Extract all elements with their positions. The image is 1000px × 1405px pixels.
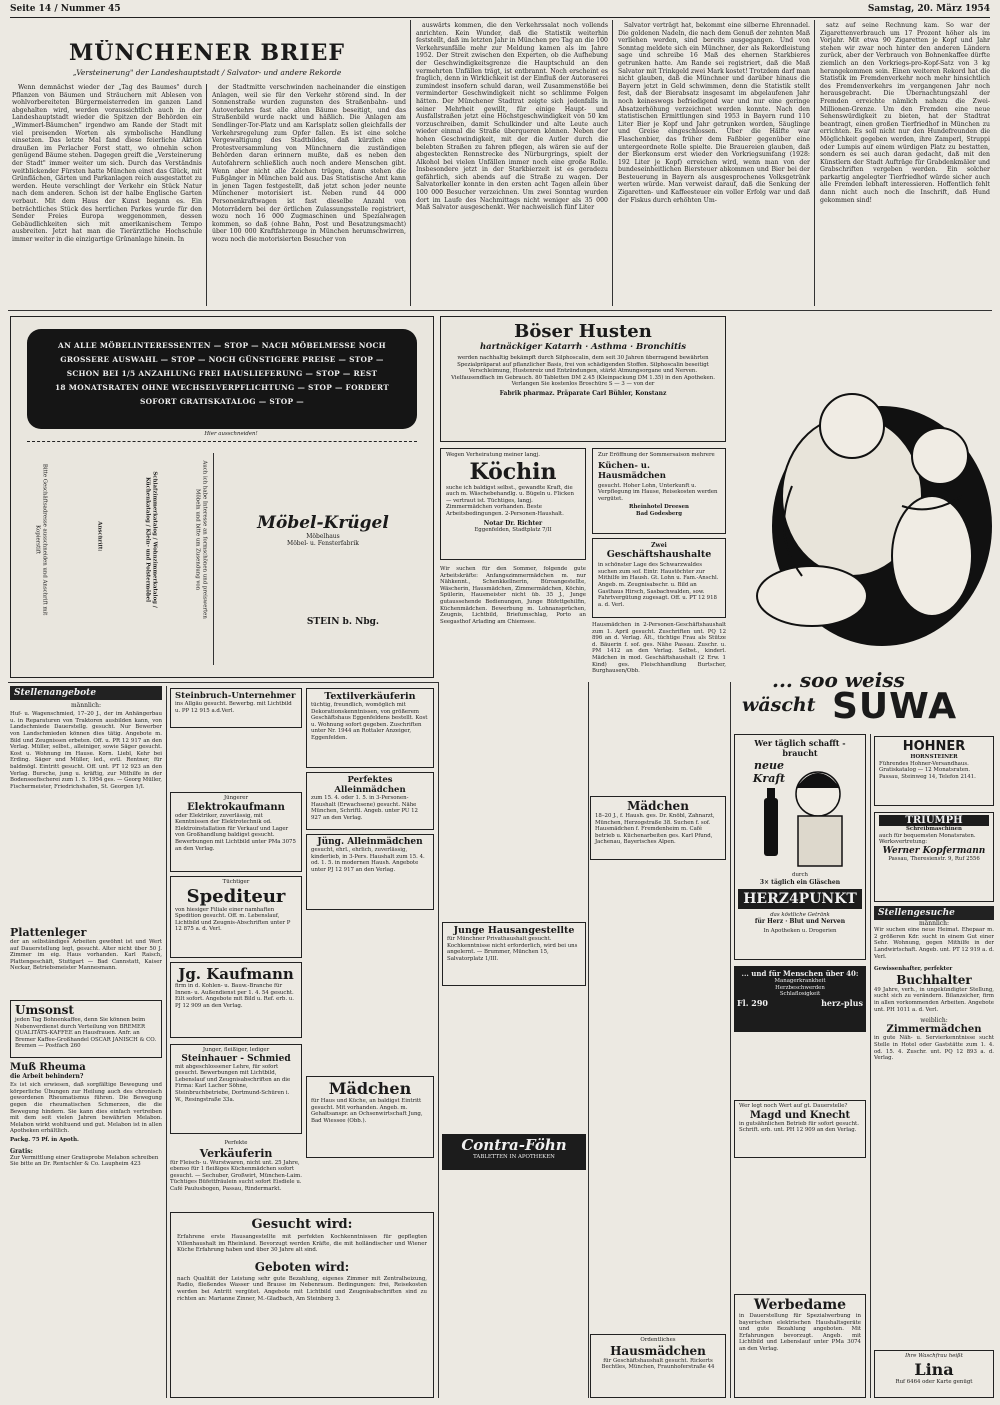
umsonst-ad <box>10 1000 162 1058</box>
umsonst-body: jeden Tag Bohnenkaffee, denn Sie können beim Nebenverdienst durch Verteilung von BREMER QUALITÄTS-KAFFEE an Hausfrauen. Anfr. an Bremer Kaffee-Großhandel OSCAR JANISCH & CO. Bremen — Postfach 260 <box>15 1017 157 1050</box>
rheuma-subtitle: die Arbeit behindern? <box>10 1073 84 1080</box>
jung-allein-ad <box>306 834 434 910</box>
zimmer-title: Zimmermädchen <box>886 1024 982 1036</box>
herz-desc1: das köstliche Getränk <box>770 911 830 918</box>
stellengesuche-heading: Stellengesuche <box>874 906 994 920</box>
triumph-brand: TRIUMPH <box>879 815 989 826</box>
elektro-intro: Jüngerer <box>223 795 249 801</box>
suwa-tagline: wäscht <box>742 694 816 716</box>
koechin-intro: Wegen Verheiratung meiner langj. <box>446 452 540 458</box>
right-mid-text: Hausmädchen in 2-Personen-Geschäftshaushalt zum 1. April gesucht. Zuschriften unt. PQ 12 896 an d. Verlag. Ält., tüchtige Frau als Stütze d. Bäuerin f. sof. ges. Nähe Passau. Zuschr. u. PM 1412 an den Verlag. Selbst., kinderl. Mädchen in mod. Geschäftshaushalt (2 Erw. 1 Kind) ges. Fleischhandlung Burtscher, Burghausen/Obb. <box>592 622 726 675</box>
hausmaedchen-ad <box>590 1334 726 1398</box>
buchhalter-body: 49 Jahre, verh., in ungekündigter Stellung, sucht sich zu verändern. Bilanzsicher, firm in allen vorkommenden Arbeiten. Angebote unt. PH 1011 a. d. Verl. <box>874 986 994 1013</box>
moebel-banner <box>27 329 417 429</box>
stellen-left <box>10 686 162 924</box>
herzplus-line4: Schlaflosigkeit <box>779 991 821 998</box>
banner-line: AN ALLE MÖBELINTERESSENTEN — STOP — NACH MÖBELMESSE NOCH <box>58 341 386 350</box>
hausmaedchen-body: für Geschäftshaushalt gesucht. Rickerts Bechtles, München, Fraunhoferstraße 44 <box>601 1357 715 1371</box>
stellen-heading: Stellenangebote <box>10 686 162 700</box>
koechin-address: Eggenfelden, Stadtplatz 7/II <box>474 526 552 533</box>
buchhalter-title: Buchhalter <box>896 972 972 987</box>
banner-line: 18 MONATSRATEN OHNE WECHSELVERPFLICHTUNG — STOP — FORDERT <box>54 383 390 392</box>
kuechen-title: Küchen- u. Hausmädchen <box>598 460 666 481</box>
koechin-body: suche ich baldigst selbst., gewandte Kraft, die auch m. Wäschebehandlg. u. Bügeln u. Flicken — vertraut ist. Tüchtiges, langj. Zimmermädchen vorhanden. Beste Arbeitsbedingungen. 2-Personen-Haushalt. <box>446 484 574 517</box>
gesucht-title: Gesucht wird: <box>251 1217 353 1232</box>
husten-title: Böser Husten <box>514 321 652 342</box>
article-subtitle: „Versteinerung" der Landeshauptstadt / Salvator- und andere Rekorde <box>72 68 342 77</box>
geschaeft-title: Geschäftshaushalte <box>606 549 712 561</box>
herzplus-footer <box>737 998 863 1008</box>
verkaeuferin-intro: Perfekte <box>224 1140 248 1146</box>
husten-ad <box>440 316 726 442</box>
stellen-right <box>874 906 994 1346</box>
werbedame-ad <box>734 1294 866 1398</box>
page-header <box>10 4 990 18</box>
stellengesuche-sub: männlich: <box>918 920 950 927</box>
banner-line: SOFORT GRATISKATALOG — STOP — <box>140 397 304 406</box>
article-col3-text: auswärts kommen, die den Verkehrssalat noch vollends anrichten. Kein Wunder, daß die Statistik weiterhin feststellt, daß im letzten Jahr in München pro Tag an die 100 Verkehrsunfälle mehr zur Meldung kamen als im Jahre 1952. Der Streit zwischen den Experten, ob die Aufhebung der Geschwindigkeitsgrenze die Hauptschuld an den vermehrten Unfällen trägt, ist entbrannt. Noch erscheint es fraglich, denn in Wirklichkeit ist der Einfluß der Autoraserei zumindest insofern schuld daran, weil Zusammenstöße bei verminderter Geschwindigkeit nicht so schlimme Folgen hätten. Der Münchener Stadtrat zeigte sich jedenfalls in seiner Mehrheit gewillt, für einige Haupt- und Ausfallstraßen jetzt eine Höchstgeschwindigkeit von 50 km vorzuschreiben, damit Schulkinder und alte Leute auch wieder einmal die Straße überqueren können. Neben der hohen Geschwindigkeit, mit der die Autler durch die belebten Straßen zu fahren pflegen, als wären sie auf der abgesteckten Rennstrecke des Nürburgrings, spielt der Alkohol bei vielen Unfällen immer noch eine große Rolle. Insbesondere jetzt in der Starkbierzeit ist es geradezu gefährlich, sich abends auf die Straße zu wagen. Der Salvatorkeller konnte in den ersten acht Tagen allein über 100 000 Besucher verzeichnen. Um zwei Sonntag wurden dort im Laufe des Nachmittags nicht weniger als 35 000 Maß Salvator ausgeschenkt. Wer nachweislich fünf Liter <box>416 22 608 212</box>
herz-ad <box>734 734 866 960</box>
column-divider <box>612 20 613 306</box>
suwa-ad <box>732 316 994 736</box>
coupon-catalogs: Schlafzimmerkatalog / Wohnzimmerkatalog / Küchenkatalog / Klein- und Polstermöbel <box>145 471 158 608</box>
herzplus-price: Fl. 290 <box>737 997 768 1008</box>
article-column-5 <box>820 22 990 306</box>
gesucht-offered-title: Geboten wird: <box>254 1259 350 1274</box>
stellen-sub: männlich: <box>70 702 102 709</box>
spediteur-title: Spediteur <box>186 885 286 907</box>
herz-glas: 3× täglich ein Gläschen <box>759 878 841 886</box>
husten-subtitle: hartnäckiger Katarrh · Asthma · Bronchitis <box>479 342 687 352</box>
umsonst-title: Umsonst <box>15 1003 74 1017</box>
buchhalter-intro: Gewissenhafter, perfekter <box>874 966 953 973</box>
maedchen-col-body: 18–20 J., f. Haush. ges. Dr. Knöbl, Zahnarzt, München, Herzogstraße 38. Suchen f. sof. Hausmädchen f. Fremdenheim m. Café betrieb u. Küchenarbeiten ges. Karl Pfund, Jachenau, Bayerisches Alpen. <box>595 813 715 846</box>
weiblich-label: weiblich: <box>920 1017 948 1025</box>
lina-ad <box>874 1350 994 1398</box>
hohner-brand: HOHNER <box>902 739 966 754</box>
stellengesuche-body: Wir suchen eine neue Heimat. Ehepaar m. 2 größeren Kdr. sucht in einem Gut einer Sehr. Wohnung, gegen Mithilfe in der Landwirtschaft. Angeb. unt. PT 12 919 a. d. Verl. <box>874 927 994 960</box>
column-divider <box>438 682 439 1398</box>
article-col1-text: Wenn demnächst wieder der „Tag des Baumes" durch Pflanzen von Bäumen und Sträuchern mit Ablesen von wohlvorbereiteten Bürgermeisterreden im ganzen Land abgehalten wird, werden voraussichtlich auch in der Landeshauptstadt wieder die Spitzen der Behörden ein „Wimmerl-Bäumchen" irgendwo am Rande der Stadt mit viel preisenden Worten als symbolische Handlung einsetzen. Das letzte Mal fand diese feierliche Aktion draußen im Perlacher Forst statt, wo ohnehin schon genügend Bäume stehen. Dagegen greift die „Versteinerung der Stadt" immer weiter um sich. Durch das Verständnis weitblickender Fürsten hatte München einst das Glück, mit Grünflächen, Gärten und Parkanlagen reich ausgestattet zu werden. Heute verschlingt der Verkehr ein Stück Natur nach dem anderen. Schon ist der halbe Englische Garten verbaut. Mit dem Haus der Kunst begann es. Ein beträchtliches Stück des herrlichen Parkes wurde für den Sender Freies Europa weggenommen, dessen Gebäudlichkeiten sich mit amerikanischem Tempo ausbreiten. Jetzt hat man die Tierärztliche Hochschule immer weiter in die einzigartige Grünanlage hinein. In <box>12 84 202 243</box>
werbedame-body: in Dauerstellung für Spezialwerbung in bayerischen elektrischen Haushaltsgeräte und gute Bezahlung angeboten. Mit Erfahrungen bevorzugt. Angeb. mit Lichtbild und Lebenslauf unter PMa 3074 an den Verlag. <box>739 1313 861 1352</box>
suwa-illustration <box>732 316 994 666</box>
rheuma-title: Muß Rheuma <box>10 1062 86 1073</box>
suwa-slogan: ... soo weiss <box>772 668 905 692</box>
junge-ad <box>442 922 586 986</box>
herz-brand: HERZ4PUNKT <box>738 889 862 909</box>
kaufmann-ad <box>170 962 302 1038</box>
steinhauer-body: mit abgeschlossener Lehre, für sofort gesucht. Bewerbungen mit Lichtbild, Lebenslauf und Zeugnisabschriften an die Firma: Karl Lacher Söhne, Steinbruchbetriebe, Dortmund-Schüren i. W., Resingstraße 33a. <box>175 1063 291 1103</box>
triumph-name: Werner Kopfermann <box>882 845 986 856</box>
steinhauer-title: Steinhauer - Schmied <box>181 1053 291 1064</box>
geschaeft-body: in schönster Lage des Schwarzwaldes suchen zum sof. Eintr. Haustöchter zur Mithilfe im Haush. Gt. Lohn u. Fam.-Anschl. Angeb. m. Zeugnisabschr. u. Bild an Gasthaus Hirsch, Sasbachwalden, sow. Fahrtvergütung zugesagt. Off. u. PT 12 918 a. d. Verl. <box>598 562 719 608</box>
page-header-right: Samstag, 20. März 1954 <box>867 4 990 14</box>
geschaeft-ad <box>592 538 726 618</box>
column-divider <box>166 686 167 1398</box>
hausmaedchen-intro: Ordentliches <box>640 1337 676 1343</box>
triumph-sub: Schreibmaschinen <box>906 826 962 832</box>
spediteur-intro: Tüchtiger <box>222 879 250 885</box>
herz-neue: neue Kraft <box>752 759 786 785</box>
allein-body: zum 15. 4. oder 1. 5. in 3-Personen-Haushalt (Erwachsene) gesucht. Nähe München, Schriftl. Angeb. unter PU 12 927 an den Verlag. <box>311 795 418 821</box>
hausmaedchen-title: Hausmädchen <box>610 1343 706 1358</box>
textil-body: tüchtig, freundlich, womöglich mit Dekorationskenntnissen, von größerem Geschäftshaus Eggenfeldens bestellt. Kost u. Wohnung sofort gegeben. Zuschriften unter Nr. 1944 an Rottaler Anzeiger, Eggenfelden. <box>311 702 428 741</box>
kuechen-hotel: Rheinhotel Dreesen <box>629 504 689 511</box>
triumph-address: Passau, Theresienstr. 9, Ruf 2556 <box>888 855 980 862</box>
zimmer-body: in gute Näh- u. Servierkenntnisse sucht Stelle in Hotel oder Gaststätte zum 1. 4. od. 15. 4. Zuschr. unt. PQ 12 893 a. d. Verlag. <box>874 1035 994 1062</box>
lina-brand: Lina <box>914 1359 954 1379</box>
elektro-ad <box>170 792 302 872</box>
junge-title: Junge Hausangestellte <box>453 925 575 936</box>
rheuma-gratis-body: Zur Vermittlung einer Gratisprobe Melabon schreiben Sie bitte an Dr. Rentschler & Co. Laupheim 423 <box>10 1154 159 1168</box>
rheuma-body: Es ist sich erwiesen, daß sorgfältige Bewegung und körperliche Übungen zur Heilung auch des chronisch gewordenen Rheumatismus führen. Die Bewegung gegen die rheumatischen Schmerzen, die die Bewegung hindern. Sie kann dies einfach vertreiben mit dem seit vielen Jahren bewährten Melabon. Melabon wirkt wohltuend und gut. Melabon ist in allen Apotheken erhältlich. <box>10 1082 162 1135</box>
gesucht-offered-body: nach Qualität der Leistung sehr gute Bezahlung, eigenes Zimmer mit Zentralheizung, Radio, fließendes Wasser und Brause im Nebenraum. Bedingungen: frei, Reisekosten werden bei Antritt vergütet. Angebote mit Lichtbild und Zeugnisabschriften sind zu richten an: Marianne Zinner, M.-Gladbach, Am Steinberg 3. <box>177 1275 427 1302</box>
allein-ad <box>306 772 434 830</box>
coupon-divider <box>213 453 214 665</box>
magd-intro: Wer legt noch Wert auf gt. Dauerstelle? <box>739 1103 848 1109</box>
elektro-body: oder Elektriker, zuverlässig, mit Kenntnissen der Elektrotechnik od. Elektroinstallation für Verkauf und Lager von Großhandlung baldigst gesucht. Bewerbungen mit Lichtbild unter PMa 3075 an den Verlag. <box>175 812 296 852</box>
koechin-name: Notar Dr. Richter <box>483 519 543 527</box>
junge-body: für Münchner Privathaushalt gesucht. Kochkenntnisse nicht erforderlich, wird bei uns angelernt. — Brummer, München 15, Salvatorplatz 1/III. <box>447 936 578 962</box>
article-col5-text: satz auf seine Rechnung kam. So war der Zigarettenverbrauch um 17 Prozent höher als im Vorjahr. Mit etwa 90 Zigaretten je Kopf und Jahr stehen wir zwar noch hinter den anderen Ländern zurück, aber der Verbrauch von Bohnenkaffee dürfte ziemlich an den Vorkriegs-pro-Kopf-Satz von 3 kg herangekommen sein. Einen weiteren Rekord hat die Statistik im Fremdenverkehr noch mehr hinsichtlich des Fremdenverkehrs im vergangenen Jahr noch herausgebracht. Die Übernachtungszahl der Fremden erreichte nämlich nahezu die Zwei-Millionen-Grenze. Um den Fremden eine neue Sehenswürdigkeit zu bieten, hat der Stadtrat beantragt, einen großen Tierfriedhof in München zu errichten. Es soll nicht nur den Hundefreunden die Möglichkeit gegeben werden, ihre Zamperl, Struppi oder Lumpis auf einem würdigen Platz zu bestatten, sondern es sei auch daran gedacht, daß mit den Künstlern der Stadt Aufträge für Grabdenkmäler und Grabschriften vergeben werden. Ein solcher parkartig angelegter Tierfriedhof würde sicher auch alle Fremden lebhaft interessieren. Hoffentlich fehlt dann nicht auch noch die Inschrift, daß Hund gekommen sind! <box>820 22 990 204</box>
page-header-left: Seite 14 / Nummer 45 <box>10 4 121 14</box>
plattenleger-title: Plattenleger <box>10 926 87 939</box>
herz-desc2: für Herz · Blut und Nerven <box>754 918 846 926</box>
maedchen-col-ad <box>590 796 726 860</box>
suwa-brand: SUWA <box>832 686 958 727</box>
banner-line: GROSSERE AUSWAHL — STOP — NOCH GÜNSTIGERE PREISE — STOP — <box>60 355 384 364</box>
verkaeuferin-body: für Fleisch- u. Wurstwaren, nicht unt. 25 Jahre, ebenso für 1 fleißiges Küchenmädchen sofort gesucht. — Sechuber, Großwirt, München-Laim. Tüchtiges Büfettfräulein sucht sofort Eisdiele u. Café Paulusbogen, Passau, Rindermarkt. <box>170 1159 302 1192</box>
column-divider <box>870 734 871 1398</box>
spediteur-body: von hiesiger Filiale einer namhaften Spedition gesucht. Off. m. Lebenslauf, Lichtbild und Zeugnis-Abschriften unter P 12 875 a. d. Verl. <box>175 906 291 933</box>
herzplus-line1: ... und für Menschen über 40: <box>741 969 859 978</box>
steinhauer-intro: Junger, fleißiger, lediger <box>202 1047 270 1053</box>
column-divider <box>410 20 411 306</box>
article-col2-text: der Stadtmitte verschwinden nacheinander die einstigen Anlagen, weil sie für den Verkehr störend sind. In der Sonnenstraße wurden zugunsten des Straßenbahn- und Autoverkehrs fast alle alten Bäume beseitigt, und das Straßenbild wurde nackt und häßlich. Die Anlagen am Sendlinger-Tor-Platz und am Karlsplatz sollen gleichfalls der Verkehrsregelung zum Opfer fallen. Es ist eine solche Vergewaltigung des Stadtbildes, daß kürzlich eine Protestversammlung von Münchnern die zuständigen Behörden daran erinnern mußte, daß es neben den Autofahrern schließlich auch noch andere Menschen gibt. Wenn aber nicht alle Zeichen trügen, dann stehen die Fußgänger in München bald aus. Das Statistische Amt kann in jenen Tagen festgestellt, daß jetzt schon jeder neunte Münchener motorisiert ist. Neben rund 44 000 Personenkraftwagen ist fast dieselbe Anzahl von Motorrädern bei der örtlichen Zulassungsstelle registriert, wozu noch 16 000 Zugmaschinen und Spezialwagen kommen, so daß (ohne Bahn, Post und Besatzungsmacht) über 100 000 Kraftfahrzeuge in München herumschwirren, wozu noch die motorisierten Besucher von <box>212 84 406 243</box>
geschaeft-intro: Zwei <box>651 542 667 549</box>
herz-avail: In Apotheken u. Drogerien <box>763 927 837 934</box>
steinbruch-ad <box>170 688 302 728</box>
column-divider <box>814 20 815 306</box>
rheuma-ad <box>10 1062 162 1398</box>
article-col4-text: Salvator verträgt hat, bekommt eine silberne Ehrennadel. Die goldenen Nadeln, die nach dem Genuß der zehnten Maß verliehen werden, sind bereits ausgegangen. Und von Sonntag meldete sich ein Münchner, der als Rekordleistung sage und schreibe 16 Maß des ehernen Starkbieres getrunken hatte. Am Rande sei registriert, daß die Maß Salvator mit Trinkgeld zwei Mark kostet! Trotzdem darf man nicht glauben, daß die Münchner und darüber hinaus die Bayern jetzt in Geld schwimmen, denn die Statistik stellt fest, daß der Bierabsatz insgesamt im abgelaufenen Jahr noch keineswegs befriedigend war und nur eine geringe Absatzerhöhung verzeichnet werden konnte. Nach den statistischen Ermittlungen sind 1953 in Bayern rund 110 Liter Bier je Kopf und Jahr getrunken worden, Säuglinge und Greise eingeschlossen. Über die Hälfte war Flaschenbier, das früher dem Faßbier gegenüber eine untergeordnete Rolle spielte. Die Brauereien glauben, daß der Bierkonsum erst wieder den Vorkriegsumfang (1928: 192 Liter je Kopf) erreichen wird, wenn man von der bundeseinheitlichen Biersteuer abkommen und Bier bei der Besteuerung in Bayern als ausgesprochenes Volksgetränk werten würde. Man verweist darauf, daß die Senkung der Zigaretten- und Kaffeesteuer ein voller Erfolg war und daß der Fiskus durch erhöhten Um- <box>618 22 810 204</box>
contra-ad <box>442 1134 586 1170</box>
article-title-block <box>12 40 402 80</box>
lina-line1: Ihre Waschfrau heißt <box>905 1353 963 1359</box>
moebel-banner-text <box>39 339 405 409</box>
kuechen-city: Bad Godesberg <box>636 510 682 517</box>
article-column-3 <box>416 22 608 306</box>
steinbruch-title: Steinbruch-Unternehmer <box>175 691 296 701</box>
rheuma-gratis: Gratis: <box>10 1147 33 1155</box>
hohner-ad <box>874 736 994 806</box>
husten-maker: Fabrik pharmaz. Präparate Carl Bühler, Konstanz <box>499 389 667 397</box>
plattenleger-body: der an selbständiges Arbeiten gewöhnt ist und Wert auf Dauerstellung legt, gesucht. Alter nicht über 50 J. Zimmer im eig. Haus vorhanden. Karl Raisch, Plattengeschäft, Stuttgart — Bad Cannstatt, Kaiser Neckar, Betriebsmeister Mannesmann. <box>10 939 162 972</box>
textil-ad <box>306 688 434 768</box>
moebel-brand: Möbel-Krügel <box>257 513 389 533</box>
lina-phone: Ruf 6464 oder Karte genügt <box>895 1378 973 1385</box>
coupon-vertical-2: Auch ich habe Interesse an formschönen und preiswerten Möbeln und bitte um Zusendung von <box>195 460 208 619</box>
moebel-ad <box>10 316 434 678</box>
spediteur-ad <box>170 876 302 958</box>
moebel-sub-1: Möbelhaus <box>306 533 340 540</box>
herzplus-line3: Herzbeschwerden <box>775 984 825 991</box>
cut-label: Hier ausschneiden! <box>204 431 258 437</box>
husten-body: werden nachhaltig bekämpft durch Silphoscalin, dem seit 30 Jahren überragend bewährten Spezialpräparat auf pflanzlicher Basis, frei von schädigenden Stoffen. Silphoscalin beseitigt Verschleimung, Hustenreiz und Entzündungen, stärkt Atmungsorgane und Nerven. Vielfausendfach im Gebrauch. 80 Tabletten DM 2.45 (Kleinpackung DM 1.35) in den Apotheken. Verlangen Sie kostenlos Broschüre S — 3 — von der <box>451 355 715 388</box>
kuechen-intro: Zur Eröffnung der Sommersaison mehrere <box>598 452 715 458</box>
werbedame-title: Werbedame <box>753 1297 847 1313</box>
article-title: MÜNCHENER BRIEF <box>68 40 346 66</box>
herzplus-brand: herz-plus <box>821 997 863 1008</box>
maedchen-body: für Haus und Küche, an baldigst Eintritt gesucht. Mit vorhanden. Angeb. m. Gehaltsanspr. an Ochsenwirtschaft Jung, Bad Wiessee (Obb.). <box>311 1098 423 1124</box>
article-column-4 <box>618 22 810 306</box>
magd-body: in gutsähnlichen Betrieb für sofort gesucht. Schrift. erb. unt. PH 12 909 an den Verlag. <box>739 1120 859 1134</box>
article-column-1 <box>12 84 202 304</box>
koechin-ad <box>440 448 586 560</box>
kuechen-body: gesucht. Hoher Lohn, Unterkunft u. Verpflegung im Hause, Reisekosten werden vergütet. <box>598 482 718 502</box>
herz-durch: durch <box>792 872 808 878</box>
steinbruch-body: ins Allgäu gesucht. Bewerbg. mit Lichtbild u. PP 12 915 a.d.Verl. <box>175 701 292 714</box>
verkaeuferin-title: Verkäuferin <box>199 1146 273 1160</box>
jung-allein-title: Jüng. Alleinmädchen <box>317 837 423 847</box>
steinhauer-ad <box>170 1044 302 1134</box>
stellen-body: Huf- u. Wagenschmied, 17–20 J., der im Anhängerbau u. in Reparaturen von Traktoren ausbilden kann, von Landschmiede Dauerstellg. gesucht. Nur Bewerber von Landschmieden können dies tätig. Angebote m. Bild und Zeugnissen erbeten. Off. u. PR 12 917 an den Verlag. Müller, selbst., alleiniger, sowie Säger gesucht. Kost u. Wohnung im Hause. Korn. Liebl, Kehr bei Erding. Säger und Müller, led., evtl. Rentner, für baldmögl. Eintritt gesucht. Off. unt. PT 12 923 an den Verlag. Bursche, jung u. kräftig, zur Mithilfe in der Bodenseefischerei zum 1. 5. 1954 ges. — Georg Müller, Fischermeister, Friedrichshafen, St. Georgen 1/I. <box>10 711 162 790</box>
article-column-2 <box>212 84 406 304</box>
allein-title: Perfektes Alleinmädchen <box>334 775 406 795</box>
herzplus-line2: Managerkrankheit <box>774 978 826 984</box>
hohner-sub: HORNSTEINER <box>910 754 958 760</box>
koechin-title: Köchin <box>469 458 557 485</box>
magd-ad <box>734 1100 866 1158</box>
moebel-city: STEIN b. Nbg. <box>306 617 380 627</box>
column-divider <box>588 682 589 1398</box>
moebel-brand-block <box>223 513 423 547</box>
triumph-ad <box>874 812 994 902</box>
contra-sub: TABLETTEN IN APOTHEKEN <box>473 1154 555 1160</box>
kuechen-ad <box>592 448 726 534</box>
elektro-title: Elektrokaufmann <box>187 801 285 813</box>
section-rule <box>8 310 992 311</box>
kaufmann-title: Jg. Kaufmann <box>178 965 294 983</box>
section-rule <box>8 682 438 683</box>
gesucht-ad <box>170 1212 434 1398</box>
plattenleger-ad <box>10 926 162 986</box>
column-divider <box>730 682 731 1398</box>
moebel-sub-2: Möbel- u. Fensterfabrik <box>287 540 359 548</box>
magd-title: Magd und Knecht <box>749 1109 851 1121</box>
textil-title: Textilverkäuferin <box>324 691 416 702</box>
column-divider <box>206 84 207 306</box>
kaufmann-body: firm in d. Kohlen- u. Bauw.-Branche für Innen- u. Außendienst per 1. 4. 54 gesucht. Eilt sofort. Angebote mit Bild u. Ref. erb. u. PJ 12 909 an den Verlag. <box>175 983 294 1009</box>
cut-line <box>27 441 417 442</box>
verkaeuferin-ad <box>170 1140 302 1206</box>
coupon-anschrift: Anschrift: <box>96 521 103 552</box>
gesucht-body: Erfahrene erste Hausangestellte mit perfekten Kochkenntnissen für gepflegten Villenhaushalt im Rheinland. Bevorzugt werden Kräfte, die mit holländischer und Wiener Küche Erfahrung haben und über 30 Jahre alt sind. <box>177 1234 427 1254</box>
herzplus-ad <box>734 966 866 1032</box>
jung-allein-body: gesucht, ehrl., ehrlich, zuverlässig, kinderlieb, in 3-Pers. Haushalt zum 15. 4. od. 1. 5. in modernen Haush. Angebote unter PJ 12 917 an den Verlag. <box>311 847 425 873</box>
maedchen-ad <box>306 1076 434 1158</box>
banner-line: SCHON BEI 1/5 ANZAHLUNG FREI HAUSLIEFERUNG — STOP — REST <box>66 369 378 378</box>
maedchen-title: Mädchen <box>328 1079 412 1098</box>
triumph-body: auch für bequemsten Monatsraten. Werksvertretung: <box>879 832 976 846</box>
coupon-vertical-1: Bitte Geschäftsadresse ausschneiden und Anschrift mit Kopierstift <box>35 463 48 616</box>
rheuma-price: Packg. 75 Pf. in Apoth. <box>10 1136 79 1143</box>
herz-headline: Wer täglich schafft - braucht <box>754 738 846 758</box>
hohner-body: Führendes Hohner-Versandhaus. Gratiskatalog — 12 Monatsraten. Passau, Steinweg 14, Telefon 2141. <box>879 760 976 780</box>
maedchen-col-title: Mädchen <box>627 799 689 813</box>
mid-column-text: Wir suchen für den Sommer, folgende gute Arbeitskräfte: Anfangszimmermädchen m. nur Nähkennt., Schenkkellnerin, Büroangestellte, Wäscherin, Hausmädchen, Zimmermädchen, Köchin, Spülerin, Hausmeister nicht üb. 35 J., Junge gutaussehende Bedienungen, Junge Büfettgehilfin, Küchenmädchen. Bewerbung m. Lohnansprüchen, Zeugnis, Lichtbild, Briefumschlag, Porto an Seegasthof Arlading am Chiemsee. <box>440 566 586 625</box>
contra-brand: Contra-Föhn <box>461 1136 567 1154</box>
